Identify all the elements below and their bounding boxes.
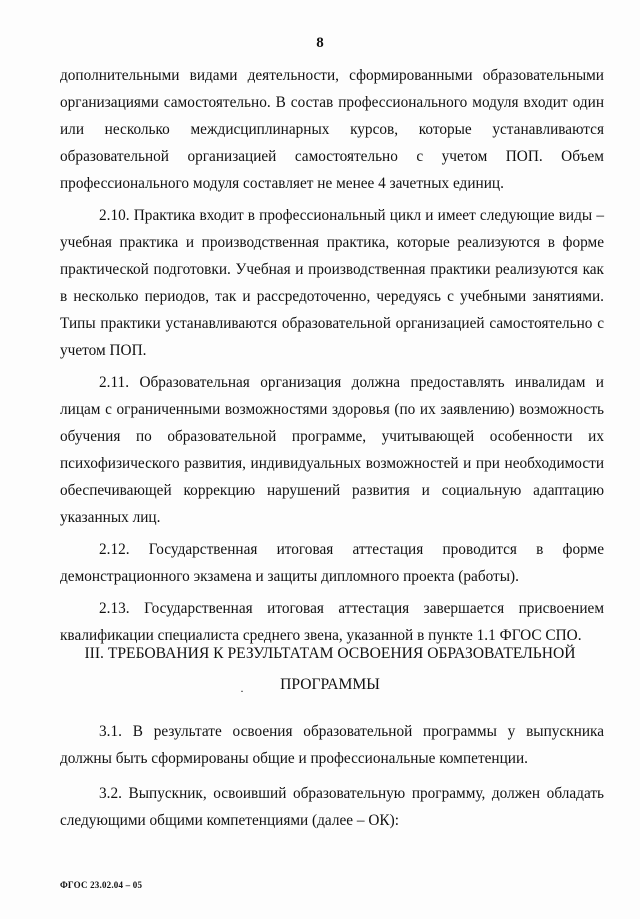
paragraph-2-11: 2.11. Образовательная организация должна предоставлять инвалидам и лицам с ограниченными возможностями здоровья (по их заявлению) возможность обучения по образовательной программе, учитывающей особенности их психофизического развития, индивидуальных возможностей и при необходимости обеспечивающей коррекцию нарушений развития и социальную адаптацию указанных лиц.	[60, 374, 604, 526]
paragraph-3-1: 3.1. В результате освоения образовательной программы у выпускника должны быть сформированы общие и профессиональные компетенции.	[60, 723, 604, 767]
paragraph-2-13: 2.13. Государственная итоговая аттестация завершается присвоением квалификации специалиста среднего звена, указанной в пункте 1.1 ФГОС СПО.	[60, 600, 604, 644]
paragraph-2-10: 2.10. Практика входит в профессиональный цикл и имеет следующие виды – учебная практика и производственная практика, которые реализуются в форме практической подготовки. Учебная и производственная практики реализуются как в несколько периодов, так и рассредоточенно, чередуясь с учебными занятиями. Типы практики устанавливаются образовательной организацией самостоятельно с учетом ПОП.	[60, 207, 604, 359]
section-heading-line-1: III. ТРЕБОВАНИЯ К РЕЗУЛЬТАТАМ ОСВОЕНИЯ ОБРАЗОВАТЕЛЬНОЙ	[84, 645, 576, 662]
paragraph-2-12: 2.12. Государственная итоговая аттестация проводится в форме демонстрационного экзамена и защиты дипломного проекта (работы).	[60, 541, 604, 585]
page-number: 8	[316, 35, 324, 51]
paragraph-3-2: 3.2. Выпускник, освоивший образовательную программу, должен обладать следующими общими компетенциями (далее – ОК):	[60, 785, 604, 829]
section-3-text	[60, 718, 604, 834]
stray-mark: ·	[240, 684, 244, 698]
document-footer: ФГОС 23.02.04 – 05	[60, 880, 143, 890]
paragraph-continuation: дополнительными видами деятельности, сформированными образовательными организациями самостоятельно. В состав профессионального модуля входит один или несколько междисциплинарных курсов, которые устанавливаются образовательной организацией самостоятельно с учетом ПОП. Объем профессионального модуля составляет не менее 4 зачетных единиц.	[60, 67, 604, 192]
section-heading	[80, 638, 580, 700]
section-heading-line-2: ПРОГРАММЫ	[280, 676, 380, 693]
section-2-text	[60, 62, 604, 649]
